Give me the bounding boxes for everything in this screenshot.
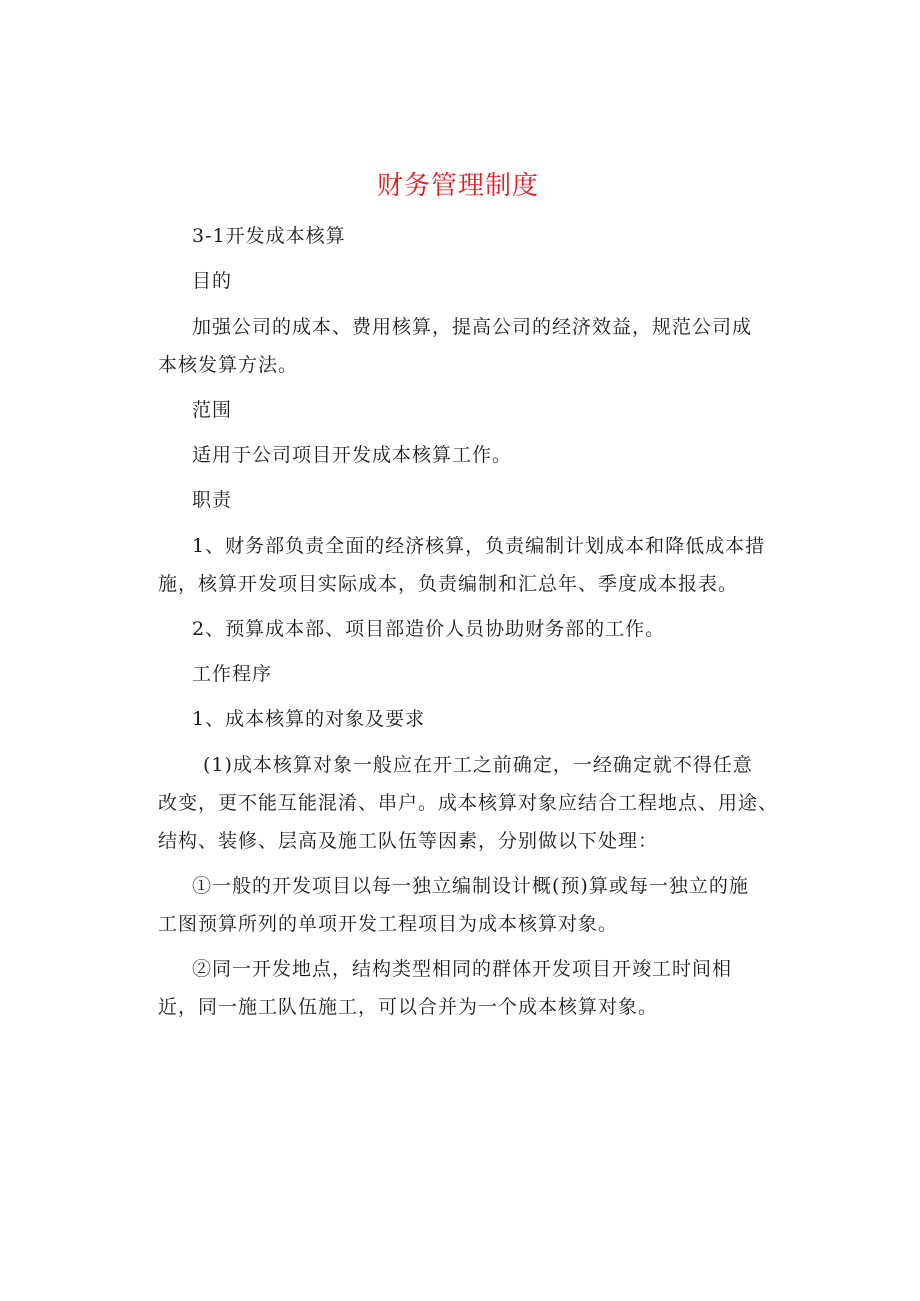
paragraph-line: 施，核算开发项目实际成本，负责编制和汇总年、季度成本报表。: [158, 573, 739, 595]
paragraph-line: 改变，更不能互能混淆、串户。成本核算对象应结合工程地点、用途、: [158, 792, 779, 814]
paragraph-line: 1、财务部负责全面的经济核算，负责编制计划成本和降低成本措: [192, 535, 766, 557]
paragraph-line: 结构、装修、层高及施工队伍等因素，分别做以下处理：: [158, 830, 659, 852]
section-heading: 3-1开发成本核算: [192, 225, 346, 247]
heading-scope: 范围: [192, 399, 233, 421]
paragraph-line: 2、预算成本部、项目部造价人员协助财务部的工作。: [192, 618, 666, 640]
paragraph-line: ①一般的开发项目以每一独立编制设计概(预)算或每一独立的施: [192, 875, 749, 897]
paragraph-line: (1)成本核算对象一般应在开工之前确定，一经确定就不得任意: [203, 754, 753, 776]
paragraph-line: 本核发算方法。: [158, 354, 299, 376]
paragraph-line: 适用于公司项目开发成本核算工作。: [192, 444, 513, 466]
paragraph-line: 工图预算所列的单项开发工程项目为成本核算对象。: [158, 913, 619, 935]
heading-purpose: 目的: [192, 270, 233, 292]
heading-procedure: 工作程序: [192, 663, 273, 685]
subheading: 1、成本核算的对象及要求: [192, 708, 426, 730]
paragraph-line: ②同一开发地点，结构类型相同的群体开发项目开竣工时间相: [192, 958, 733, 980]
paragraph-line: 近，同一施工队伍施工，可以合并为一个成本核算对象。: [158, 996, 659, 1018]
paragraph-line: 加强公司的成本、费用核算，提高公司的经济效益，规范公司成: [192, 316, 753, 338]
heading-responsibility: 职责: [192, 489, 233, 511]
document-title: 财务管理制度: [376, 171, 539, 201]
